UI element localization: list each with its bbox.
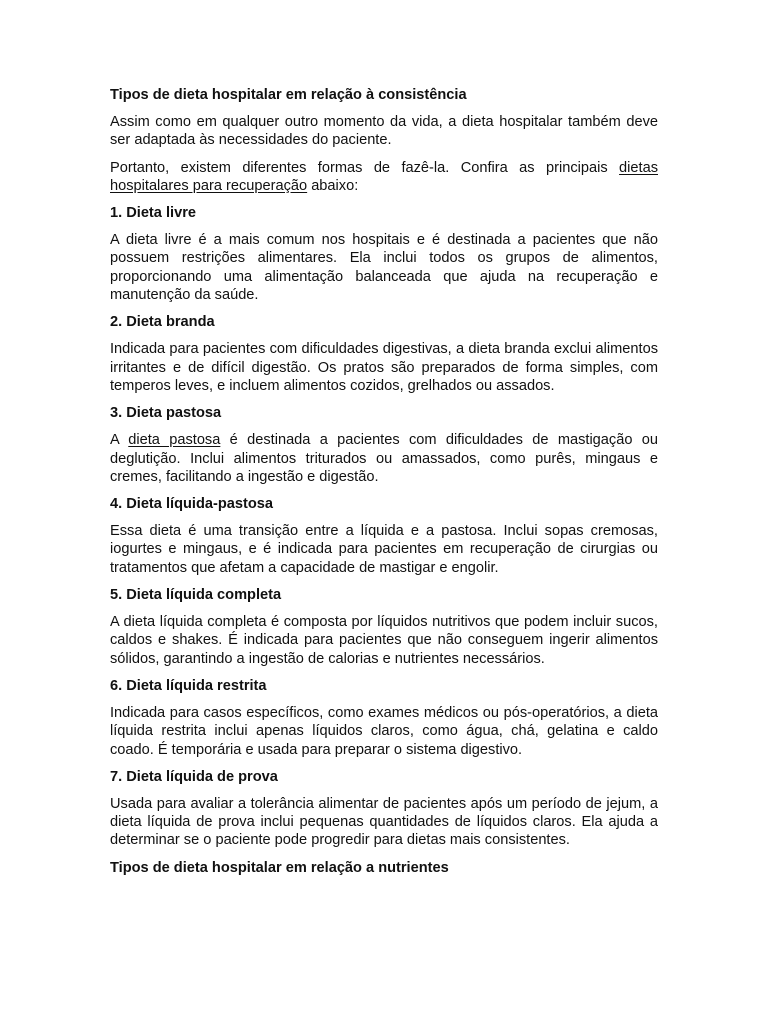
heading-dieta-liquida-pastosa: 4. Dieta líquida-pastosa <box>110 496 274 513</box>
paragraph-dieta-liquida-completa: A dieta líquida completa é composta por líquidos nutritivos que podem incluir sucos, caldos e shakes. É indicada para pacientes que não conseguem ingerir alimentos sólidos, garantindo a ingestão de calorias e nutrientes necessários. <box>110 614 658 667</box>
paragraph-dieta-liquida-restrita: Indicada para casos específicos, como exames médicos ou pós-operatórios, a dieta líquida restrita inclui apenas líquidos claros, como água, chá, gelatina e caldo coado. É temporária e usada para preparar o sistema digestivo. <box>110 704 658 758</box>
pastosa-text-before: A <box>110 432 129 449</box>
section-title-nutrients: Tipos de dieta hospitalar em relação a nutrientes <box>110 859 449 876</box>
heading-dieta-pastosa: 3. Dieta pastosa <box>110 405 222 422</box>
intro-paragraph: Assim como em qualquer outro momento da vida, a dieta hospitalar também deve ser adaptada às necessidades do paciente. <box>110 114 658 149</box>
heading-dieta-livre: 1. Dieta livre <box>110 205 196 222</box>
heading-dieta-liquida-completa: 5. Dieta líquida completa <box>110 587 282 604</box>
paragraph-dieta-liquida-prova: Usada para avaliar a tolerância alimentar de pacientes após um período de jejum, a dieta líquida de prova inclui pequenas quantidades de líquidos claros. Ela ajuda a determinar se o paciente pode progredir para dietas mais consistentes. <box>110 795 658 849</box>
heading-dieta-liquida-restrita: 6. Dieta líquida restrita <box>110 677 267 694</box>
section-title-consistency: Tipos de dieta hospitalar em relação à consistência <box>110 87 467 103</box>
paragraph-dieta-branda: Indicada para pacientes com dificuldades digestivas, a dieta branda exclui alimentos irritantes e de difícil digestão. Os pratos são preparados de forma simples, com temperos leves, e incluem alimentos cozidos, grelhados ou assados. <box>110 341 658 394</box>
paragraph-dieta-pastosa <box>110 431 658 486</box>
heading-dieta-branda: 2. Dieta branda <box>110 314 215 331</box>
paragraph-dieta-livre: A dieta livre é a mais comum nos hospitais e é destinada a pacientes que não possuem restrições alimentares. Ela inclui todos os grupos de alimentos, proporcionando uma alimentação balanceada que ajuda na recuperação e manutenção da saúde. <box>110 232 658 304</box>
dieta-pastosa-link[interactable]: dieta pastosa <box>128 432 221 449</box>
pastosa-text-after: é destinada a pacientes com dificuldades de mastigação ou deglutição. Inclui alimentos triturados ou amassados, como purês, mingaus e cremes, facilitando a ingestão e digestão. <box>110 432 659 485</box>
intro-paragraph-link <box>110 159 658 196</box>
paragraph-dieta-liquida-pastosa: Essa dieta é uma transição entre a líquida e a pastosa. Inclui sopas cremosas, iogurtes e mingaus, e é indicada para pacientes em recuperação de cirurgias ou tratamentos que afetam a capacidade de mastigar e engolir. <box>110 523 658 576</box>
intro-text-after: abaixo: <box>307 177 359 194</box>
hospital-diets-link[interactable]: dietas hospitalares para recuperação <box>110 159 658 194</box>
intro-text-before: Portanto, existem diferentes formas de fazê-la. Confira as principais <box>110 159 620 176</box>
heading-dieta-liquida-prova: 7. Dieta líquida de prova <box>110 768 278 785</box>
